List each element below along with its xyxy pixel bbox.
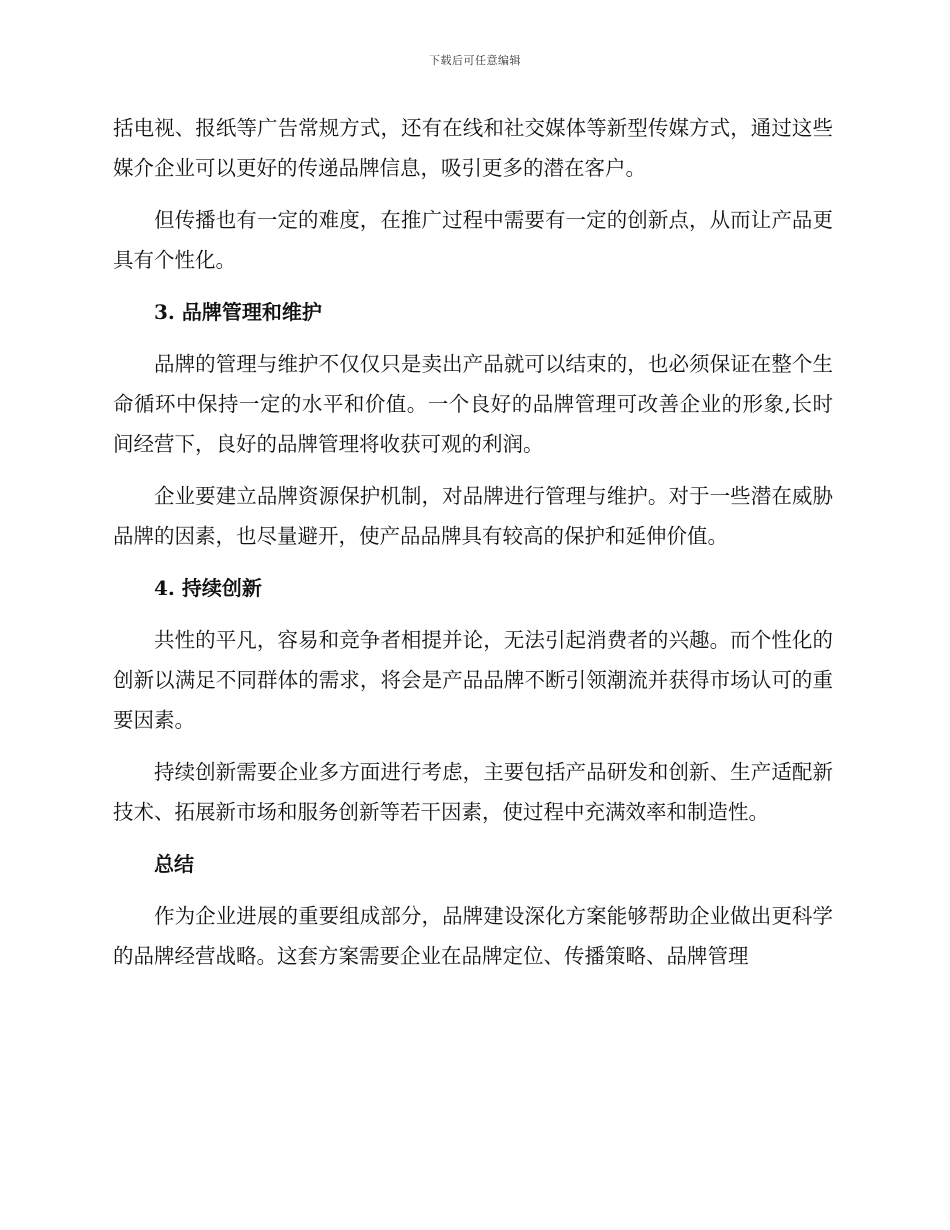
section-heading-brand-management: 3. 品牌管理和维护 [154,300,322,324]
section-heading-continuous-innovation: 4. 持续创新 [154,576,262,600]
paragraph-innovation-personalization: 共性的平凡，容易和竞争者相提并论，无法引起消费者的兴趣。而个性化的创新以满足不同群体的需求，将会是产品品牌不断引领潮流并获得市场认可的重要因素。 [113,628,833,732]
document-body [113,108,833,988]
paragraph-communication-difficulty: 但传播也有一定的难度，在推广过程中需要有一定的创新点，从而让产品更具有个性化。 [113,208,833,272]
paragraph-summary: 作为企业进展的重要组成部分，品牌建设深化方案能够帮助企业做出更科学的品牌经营战略。这套方案需要企业在品牌定位、传播策略、品牌管理 [113,904,833,968]
section-heading-summary: 总结 [154,852,194,876]
paragraph-brand-protection: 企业要建立品牌资源保护机制，对品牌进行管理与维护。对于一些潜在威胁品牌的因素，也尽量避开，使产品品牌具有较高的保护和延伸价值。 [113,484,833,548]
paragraph-media-channels: 括电视、报纸等广告常规方式，还有在线和社交媒体等新型传媒方式，通过这些媒介企业可以更好的传递品牌信息，吸引更多的潜在客户。 [113,116,833,180]
paragraph-innovation-factors: 持续创新需要企业多方面进行考虑，主要包括产品研发和创新、生产适配新技术、拓展新市场和服务创新等若干因素，使过程中充满效率和制造性。 [113,760,833,824]
page-header: 下载后可任意编辑 [429,54,521,67]
paragraph-brand-management: 品牌的管理与维护不仅仅只是卖出产品就可以结束的，也必须保证在整个生命循环中保持一定的水平和价值。一个良好的品牌管理可改善企业的形象,长时间经营下，良好的品牌管理将收获可观的利润。 [113,352,833,456]
